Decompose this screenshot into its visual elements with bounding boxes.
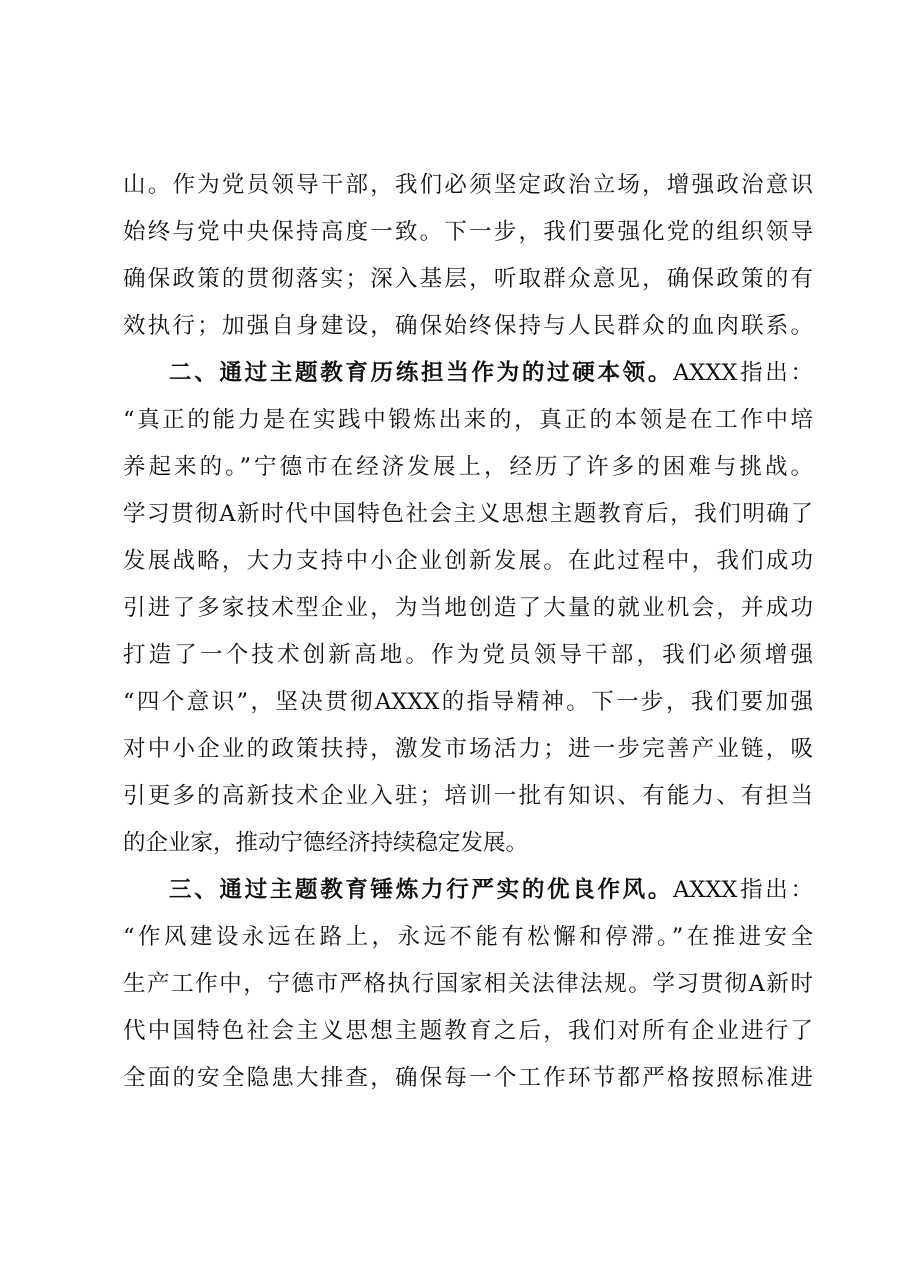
- document-body: [123, 162, 813, 1102]
- text-line: 的企业家，推动宁德经济持续稳定发展。: [123, 830, 529, 856]
- text-line: 引进了多家技术型企业，为当地创造了大量的就业机会，并成功: [123, 595, 813, 621]
- text-line: 山。作为党员领导干部，我们必须坚定政治立场，增强政治意识: [123, 172, 813, 198]
- text-line: 生产工作中，宁德市严格执行国家相关法律法规。学习贯彻A新时: [123, 971, 813, 997]
- paragraph-political-stance: [123, 162, 813, 350]
- text-line: 引更多的高新技术企业入驻；培训一批有知识、有能力、有担当: [123, 783, 813, 809]
- section-heading: 二、通过主题教育历练担当作为的过硬本领。: [169, 360, 674, 386]
- paragraph-section-two: [123, 350, 813, 867]
- heading-line-rest: AXXX指出：: [673, 360, 813, 386]
- text-line: “真正的能力是在实践中锻炼出来的，真正的本领是在工作中培: [123, 407, 813, 433]
- text-line: 始终与党中央保持高度一致。下一步，我们要强化党的组织领导: [123, 219, 813, 245]
- text-line: “四个意识”，坚决贯彻AXXX的指导精神。下一步，我们要加强: [123, 689, 813, 715]
- text-line: 发展战略，大力支持中小企业创新发展。在此过程中，我们成功: [123, 548, 813, 574]
- section-heading: 三、通过主题教育锤炼力行严实的优良作风。: [169, 877, 674, 903]
- text-line: “作风建设永远在路上，永远不能有松懈和停滞。”在推进安全: [123, 924, 813, 950]
- paragraph-section-three: [123, 867, 813, 1102]
- text-line: 打造了一个技术创新高地。作为党员领导干部，我们必须增强: [123, 642, 813, 668]
- text-line: 学习贯彻A新时代中国特色社会主义思想主题教育后，我们明确了: [123, 501, 813, 527]
- text-line: 效执行；加强自身建设，确保始终保持与人民群众的血肉联系。: [123, 313, 813, 339]
- section-heading-line: [123, 350, 813, 397]
- section-heading-line: [123, 867, 813, 914]
- text-line: 确保政策的贯彻落实；深入基层，听取群众意见，确保政策的有: [123, 266, 813, 292]
- heading-line-rest: AXXX指出：: [673, 877, 813, 903]
- text-line: 养起来的。”宁德市在经济发展上，经历了许多的困难与挑战。: [123, 454, 813, 480]
- text-line: 全面的安全隐患大排查，确保每一个工作环节都严格按照标准进: [123, 1065, 813, 1091]
- text-line: 代中国特色社会主义思想主题教育之后，我们对所有企业进行了: [123, 1018, 813, 1044]
- text-line: 对中小企业的政策扶持，激发市场活力；进一步完善产业链，吸: [123, 736, 813, 762]
